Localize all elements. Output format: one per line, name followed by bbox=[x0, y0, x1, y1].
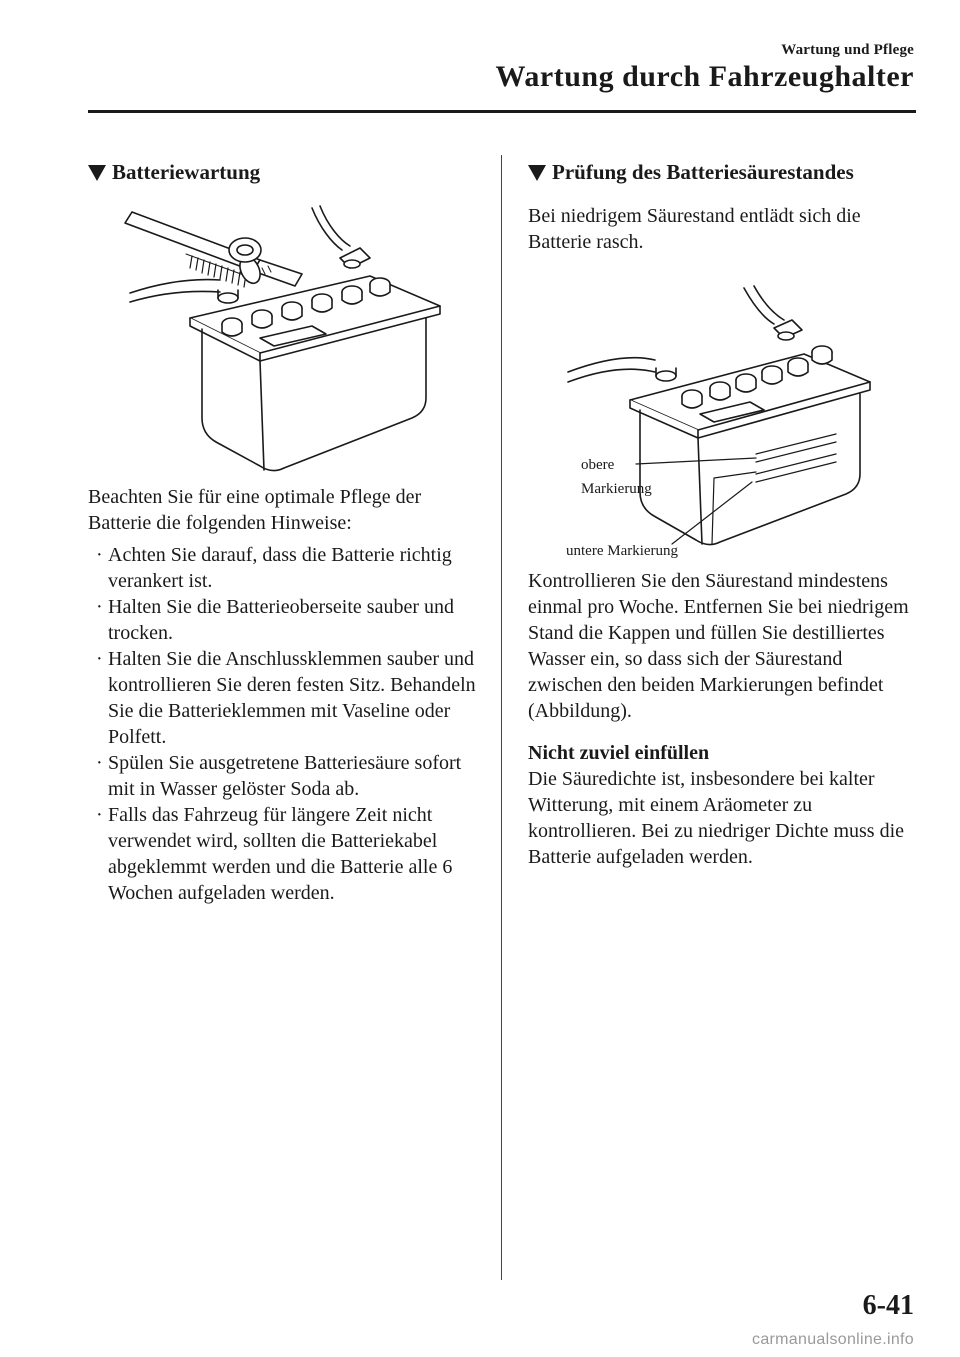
header-rule bbox=[88, 110, 916, 113]
acid-check-body: Kontrollieren Sie den Säurestand mindestens einmal pro Woche. Entfernen Sie bei niedrigem Stand die Kappen und füllen Sie destilliertes Wasser ein, so dass sich der Säurestand zwischen den beiden Markierungen befindet (Abbildung). bbox=[528, 570, 909, 722]
page-number: 6-41 bbox=[862, 1290, 914, 1321]
figure-label-upper-1: obere bbox=[581, 457, 615, 473]
list-item: · Achten Sie darauf, dass die Batterie richtig verankert ist. bbox=[96, 544, 452, 592]
density-check-body: Die Säuredichte ist, insbesondere bei kalter Witterung, mit einem Aräometer zu kontrollieren. Bei zu niedriger Dichte muss die Batterie aufgeladen werden. bbox=[528, 768, 905, 868]
figure-label-lower: untere Markierung bbox=[566, 543, 679, 559]
list-item: · Halten Sie die Batterieoberseite sauber und trocken. bbox=[96, 596, 454, 644]
triangle-marker-icon bbox=[528, 165, 546, 181]
battery-cleaning-illustration bbox=[120, 198, 450, 478]
battery-level-illustration bbox=[560, 282, 880, 552]
figure-label-upper-2: Markierung bbox=[581, 481, 652, 497]
column-divider bbox=[501, 155, 502, 1280]
acid-intro: Bei niedrigem Säurestand entlädt sich die Batterie rasch. bbox=[528, 205, 861, 253]
acid-level-heading: Prüfung des Batteriesäurestandes bbox=[528, 160, 854, 185]
battery-tips-list bbox=[88, 542, 478, 906]
list-item: · Halten Sie die Anschlussklemmen sauber und kontrollieren Sie deren festen Sitz. Behandeln Sie die Batterieklemmen mit Vaseline oder Polfett. bbox=[96, 648, 476, 748]
triangle-marker-icon bbox=[88, 165, 106, 181]
list-item: · Spülen Sie ausgetretene Batteriesäure sofort mit in Wasser gelöster Soda ab. bbox=[96, 752, 462, 800]
watermark: carmanualsonline.info bbox=[752, 1331, 914, 1348]
section-title: Wartung durch Fahrzeughalter bbox=[495, 60, 914, 93]
chapter-title: Wartung und Pflege bbox=[781, 42, 914, 58]
battery-intro: Beachten Sie für eine optimale Pflege der Batterie die folgenden Hinweise: bbox=[88, 486, 422, 534]
overfill-warning-heading: Nicht zuviel einfüllen bbox=[528, 742, 710, 764]
list-item: · Falls das Fahrzeug für längere Zeit nicht verwendet wird, sollten die Batteriekabel abgeklemmt werden und die Batterie alle 6 Wochen aufgeladen werden. bbox=[96, 804, 453, 904]
battery-maintenance-heading: Batteriewartung bbox=[88, 160, 260, 185]
